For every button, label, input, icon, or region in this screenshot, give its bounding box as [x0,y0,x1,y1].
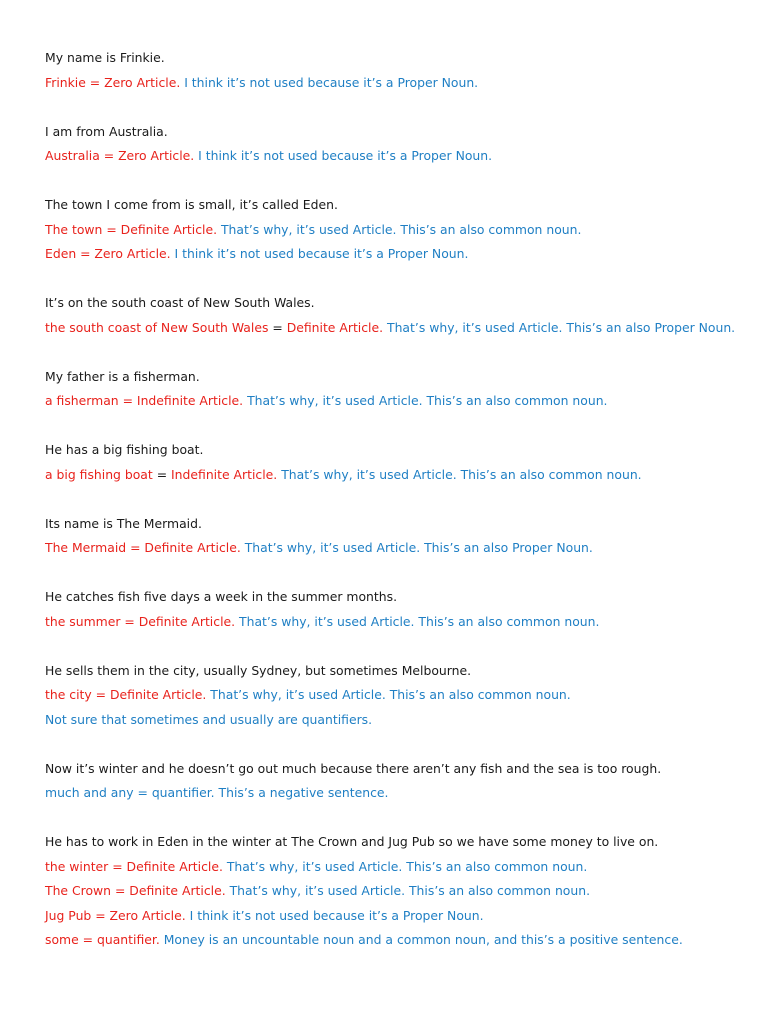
article-label: the winter = Definite Article. [45,858,223,874]
equals-sign: = [152,466,172,482]
explanation-text: That’s why, it’s used Article. This’s an also common noun. [277,466,642,482]
sentence-line: He sells them in the city, usually Sydney, but sometimes Melbourne. [45,662,472,678]
explanation-text: That’s why, it’s used Article. This’s an also common noun. [206,687,571,702]
sentence-line: It’s on the south coast of New South Wales. [45,295,315,310]
sentence-line: He has a big fishing boat. [45,442,204,457]
sentence-line: I am from Australia. [45,123,168,139]
article-label: Indefinite Article. [171,466,278,482]
article-label: The Mermaid = Definite Article. [45,540,241,555]
explanation-text: That’s why, it’s used Article. This’s an also common noun. [222,858,588,874]
explanation-text: That’s why, it’s used Article. This’s an also Proper Noun. [383,319,736,335]
article-label: the city = Definite Article. [45,687,207,702]
sentence-line: He catches fish five days a week in the summer months. [45,589,398,604]
annotation-line [45,75,478,91]
annotation-line [45,785,389,801]
sentence-line: My father is a fisherman. [45,368,200,384]
article-label: the south coast of New South Wales [45,319,269,335]
explanation-text: I think it’s not used because it’s a Proper Noun. [170,246,469,261]
explanation-text: I think it’s not used because it’s a Proper Noun. [185,907,484,923]
article-label: The Crown = Definite Article. [45,883,226,898]
annotation-line [45,320,735,336]
annotation-line [45,614,599,630]
annotation-line [45,393,608,409]
explanation-text: Not sure that sometimes and usually are quantifiers. [45,711,373,727]
sentence-line: Its name is The Mermaid. [45,515,202,531]
article-label: some = quantifier. [45,932,160,947]
explanation-text: That’s why, it’s used Article. This’s an also common noun. [243,393,608,408]
article-label: the summer = Definite Article. [45,613,236,629]
annotation-line [45,687,571,703]
explanation-text: I think it’s not used because it’s a Proper Noun. [180,74,479,90]
annotation-line [45,246,468,262]
annotation-line [45,540,593,556]
article-label: Definite Article. [286,319,384,335]
equals-sign: = [268,319,287,335]
annotation-line [45,932,683,948]
article-label: Australia = Zero Article. [45,148,195,163]
sentence-line: The town I come from is small, it’s called Eden. [45,197,338,212]
explanation-text: I think it’s not used because it’s a Proper Noun. [194,148,493,163]
sentence-line: My name is Frinkie. [45,50,165,65]
annotation-line [45,222,581,238]
article-label: Jug Pub = Zero Article. [45,907,186,923]
explanation-text: That’s why, it’s used Article. This’s an also common noun. [225,883,591,898]
annotation-line [45,908,484,924]
explanation-text: Money is an uncountable noun and a common noun, and this’s a positive sentence. [159,932,683,947]
annotation-line [45,883,590,899]
annotation-line [45,712,372,728]
explanation-text: That’s why, it’s used Article. This’s an also Proper Noun. [240,540,593,555]
article-label: a big fishing boat [45,466,153,482]
article-label: The town = Definite Article. [45,221,218,237]
article-label: a fisherman = Indefinite Article. [45,393,244,408]
explanation-text: That’s why, it’s used Article. This’s an also common noun. [217,221,582,237]
article-label: Eden = Zero Article. [45,246,171,261]
explanation-text: That’s why, it’s used Article. This’s an also common noun. [235,613,600,629]
article-label: Frinkie = Zero Article. [45,74,181,90]
explanation-text: much and any = quantifier. This’s a negative sentence. [45,785,389,800]
sentence-line: Now it’s winter and he doesn’t go out much because there aren’t any fish and the sea is too rough. [45,760,662,776]
annotation-line [45,148,492,164]
annotation-line [45,859,587,875]
annotation-line [45,467,642,483]
sentence-line: He has to work in Eden in the winter at The Crown and Jug Pub so we have some money to live on. [45,834,659,849]
